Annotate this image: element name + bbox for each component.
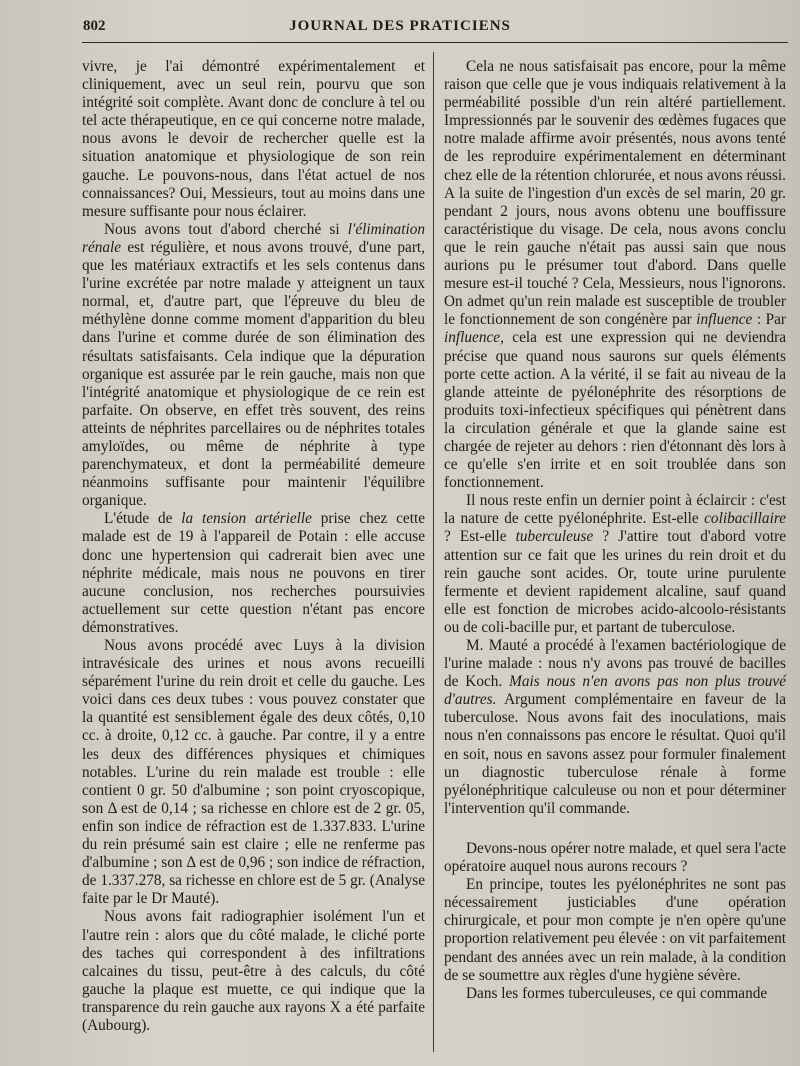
text-run: est régulière, et nous avons trouvé, d'une part, que les matériaux extractifs et les sels contenus dans l'urine excrétée par notre malade y atteignent un taux normal, et, d'autre part, que l'épreuve du bleu de méthylène donne comme moment d'apparition du bleu dans l'urine et comme durée de son élimination des résultats satisfaisants. Cela indique que la dépuration organique est assurée par le rein gauche, mais non que l'intégrité anatomique et physiologique de ce rein est parfaite. On observe, en effet très souvent, des reins atteints de néphrites parcellaires ou de néphrites totales amyloïdes, ou même de néphrite à type parenchymateux, et dont la perméabilité demeure néanmoins suffisante pour maintenir l'équilibre organique. [82,238,425,510]
paragraph: En principe, toutes les pyélonéphrites ne sont pas nécessairement justiciables d'une opération chirurgicale, et pour mon compte je n'en opère qu'une proportion relativement peu élevée : on vit parfaitement pendant des années avec un rein malade, à la condition de se soumettre aux règles d'une hygiène sévère. [444,876,786,984]
right-column [444,58,786,1003]
paragraph [82,510,425,637]
text-run: Nous avons tout d'abord cherché si [104,220,348,238]
text-run: Argument complémentaire en faveur de la tuberculose. Nous avons fait des inoculations, mais nous n'en connaissons pas encore le résultat. Quoi qu'il en soit, nous en savons assez pour formuler finalement un diagnostic tuberculose rénale à forme pyélonéphritique calculeuse ou non et pour déterminer l'intervention qu'il commande. [444,691,786,817]
italic-run: influence [444,329,501,347]
paragraph: vivre, je l'ai démontré expérimentalement et cliniquement, avec un seul rein, pourvu que son intégrité soit complète. Avant donc de conclure à tel ou tel acte thérapeutique, en ce qui concerne notre malade, nous avons le devoir de rechercher quelle est la situation anatomique et physiologique de son rein gauche. Le pouvons-nous, dans l'état actuel de nos connaissances? Oui, Messieurs, tout au moins dans une mesure suffisante pour nous éclairer. [82,58,425,220]
italic-run: tuberculeuse [515,528,594,546]
text-run: L'étude de [104,510,182,528]
paragraph [82,221,425,511]
paragraph: Dans les formes tuberculeuses, ce qui commande [466,984,768,1002]
paragraph [444,492,786,637]
text-run: prise chez cette malade est de 19 à l'appareil de Potain : elle accuse donc une hypertension qui cadrerait bien avec une néphrite médicale, mais nous ne pouvons en tirer aucune conclusion, nos recherches poursuivies actuellement sur cette question n'étant pas encore démonstratives. [82,510,425,636]
italic-run: l'élimination rénale [82,220,425,256]
text-run: ? Est-elle [444,528,516,546]
left-column [82,58,425,1035]
text-run: Il nous reste enfin un dernier point à éclaircir : c'est la nature de cette pyélonéphrite. Est-elle [444,492,786,528]
paragraph [444,637,786,818]
paragraph [444,58,786,492]
paragraph: Devons-nous opérer notre malade, et quel sera l'acte opératoire auquel nous aurons recours ? [444,839,786,876]
text-run: , cela est une expression qui ne deviendra précise que quand nous saurons sur quels éléments porte cette action. A la vérité, il se fait au niveau de la glande atteinte de pyélonéphrite des résorptions de produits toxi-infectieux spécifiques qui pénètrent dans la circulation générale et que la glande saine est chargée de rejeter au dehors : rien d'étonnant dès lors à ce qu'elle s'en irrite et en soit troublée dans son fonctionnement. [444,329,786,492]
text-run: Cela ne nous satisfaisait pas encore, pour la même raison que celle que je vous indiquais relativement à la perméabilité possible d'un rein altéré partiellement. Impressionnés par le souvenir des œdèmes fugaces que notre malade affirme avoir présentés, nous avons tenté de les reproduire expérimentalement en déterminant chez elle de la rétention chlorurée, et nous avons réussi. A la suite de l'ingestion d'un excès de sel marin, 20 gr. pendant 2 jours, nous avons obtenu une bouffissure caractéristique du visage. De cela, nous avons conclu que le rein gauche n'était pas aussi sain que nous aurions pu le présumer tout d'abord. Dans quelle mesure est-il touché ? Cela, Messieurs, nous l'ignorons. On admet qu'un rein malade est susceptible de troubler le fonctionnement de son congénère par [444,58,786,329]
running-title: JOURNAL DES PRATICIENS [289,18,511,34]
page-header [0,18,800,42]
italic-run: influence [696,311,753,329]
italic-run: colibacillaire [704,510,786,528]
column-divider [433,52,434,1052]
paragraph: Nous avons procédé avec Luys à la division intravésicale des urines et nous avons recueilli séparément l'urine du rein droit et celle du gauche. Les voici dans ces deux tubes : vous pouvez constater que la quantité est sensiblement égale des deux côtés, 0,10 cc. à droite, 0,12 cc. à gauche. Par contre, il y a entre les deux des différences physiques et chimiques notables. L'urine du rein malade est trouble : elle contient 0 gr. 50 d'albumine ; son point cryoscopique, son Δ est de 0,14 ; sa richesse en chlore est de 2 gr. 05, enfin son indice de réfraction est de 1.337.833. L'urine du rein présumé sain est claire ; elle ne renferme pas d'albumine ; son Δ est de 0,96 ; son indice de réfraction, de 1.337.278, sa richesse en chlore est de 5 gr. (Analyse faite par le Dr Mauté). [82,637,425,908]
text-run: : Par [752,311,786,329]
paragraph: Nous avons fait radiographier isolément l'un et l'autre rein : alors que du côté malade, le cliché porte des taches qui correspondent à des infiltrations calcaines du tissu, peut-être à des calculs, du côté gauche la plaque est muette, ce qui indique que la transparence du rein gauche aux rayons X a été parfaite (Aubourg). [82,908,425,1034]
text-run: M. Mauté a procédé à l'examen bactériologique de l'urine malade : nous n'y avons pas trouvé de bacilles de Koch. [444,637,786,691]
page-number: 802 [83,18,106,34]
header-rule [82,42,788,43]
italic-run: la tension artérielle [181,510,312,528]
text-run: ? J'attire tout d'abord votre attention sur ce fait que les urines du rein droit et du rein gauche sont acides. Or, toute urine purulente fermente et devient rapidement alcaline, sauf quand elle est fonction de microbes acido-alcoolo-résistants ou de coli-bacille pur, et partant de tuberculose. [444,528,786,636]
italic-run: Mais nous n'en avons pas non plus trouvé d'autres. [444,673,787,709]
